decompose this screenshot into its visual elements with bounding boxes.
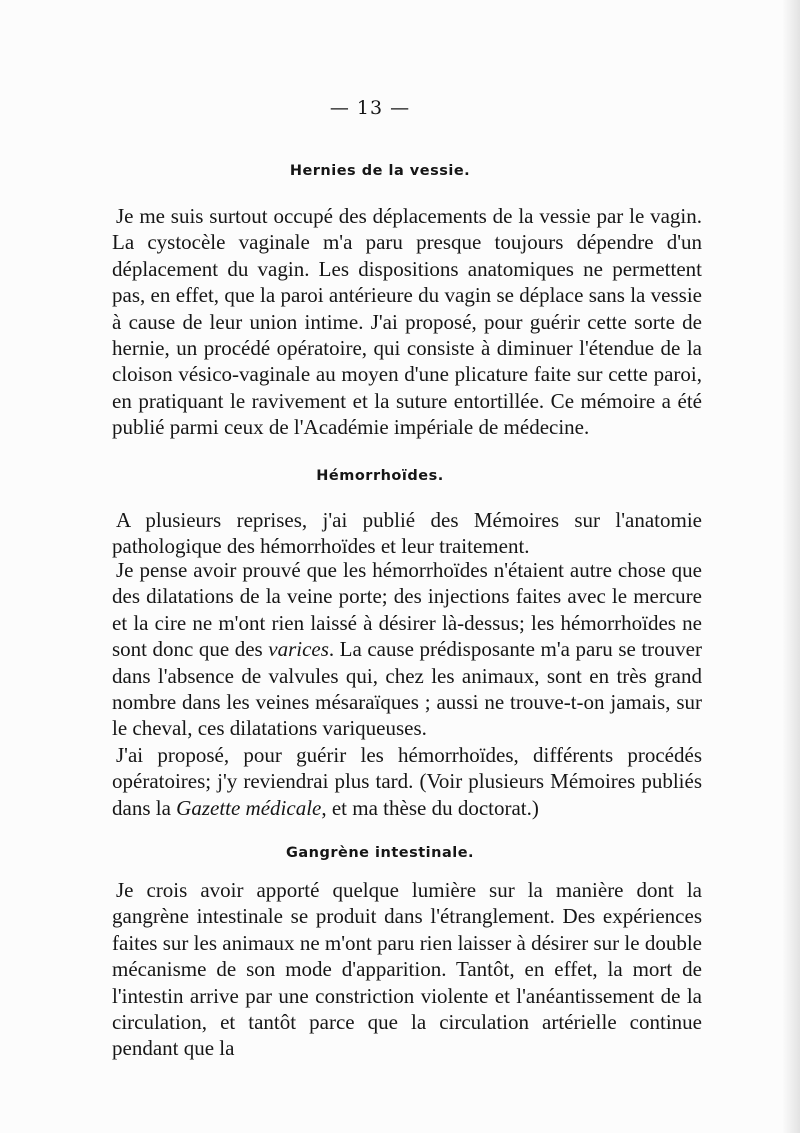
- text-run: J'ai proposé, pour guérir les hémorrhoïdes, différents procédés opératoires; j'y reviendrai plus tard. (Voir plusieurs Mémoires publiés dans la: [112, 743, 702, 820]
- section-heading-hernies: Hernies de la vessie.: [289, 163, 471, 179]
- paragraph: [112, 557, 702, 742]
- text-run: Je pense avoir prouvé que les hémorrhoïdes n'étaient autre chose que des dilatations de la veine porte; des injections faites avec le mercure et la cire ne m'ont rien laissé à désirer là-dessus; les hémorrhoïdes ne sont donc que des: [112, 558, 702, 662]
- section-heading-gangrene: Gangrène intestinale.: [285, 845, 475, 861]
- paragraph: [112, 877, 702, 1062]
- page-edge-shadow: [782, 0, 800, 1133]
- paragraph: [112, 203, 702, 441]
- paragraph: [112, 507, 702, 560]
- italic-text: varices: [268, 637, 329, 662]
- page-number: — 13 —: [329, 97, 411, 119]
- italic-text: Gazette médicale: [176, 795, 322, 820]
- text-run: Je me suis surtout occupé des déplacements de la vessie par le vagin. La cystocèle vaginale m'a paru presque toujours dépendre d'un déplacement du vagin. Les dispositions anatomiques ne permettent pas, en effet, que la paroi antérieure du vagin se déplace sans la vessie à cause de leur union intime. J'ai proposé, pour guérir cette sorte de hernie, un procédé opératoire, qui consiste à diminuer l'étendue de la cloison vésico-vaginale au moyen d'une plicature faite sur cette paroi, en pratiquant le ravivement et la suture entortillée. Ce mémoire a été publié parmi ceux de l'Académie impériale de médecine.: [112, 204, 702, 440]
- text-run: , et ma thèse du doctorat.): [321, 795, 539, 820]
- section-heading-hemorrhoides: Hémorrhoïdes.: [316, 468, 444, 484]
- paragraph: [112, 742, 702, 821]
- text-run: Je crois avoir apporté quelque lumière sur la manière dont la gangrène intestinale se produit dans l'étranglement. Des expériences faites sur les animaux ne m'ont paru rien laisser à désirer sur le double mécanisme de son mode d'apparition. Tantôt, en effet, la mort de l'intestin arrive par une constriction violente et l'anéantissement de la circulation, et tantôt parce que la circulation artérielle continue pendant que la: [112, 878, 702, 1061]
- text-run: A plusieurs reprises, j'ai publié des Mémoires sur l'anatomie pathologique des hémorrhoïdes et leur traitement.: [112, 508, 702, 559]
- text-run: . La cause prédisposante m'a paru se trouver dans l'absence de valvules qui, chez les animaux, sont en très grand nombre dans les veines mésaraïques ; aussi ne trouve-t-on jamais, sur le cheval, ces dilatations variqueuses.: [112, 637, 702, 741]
